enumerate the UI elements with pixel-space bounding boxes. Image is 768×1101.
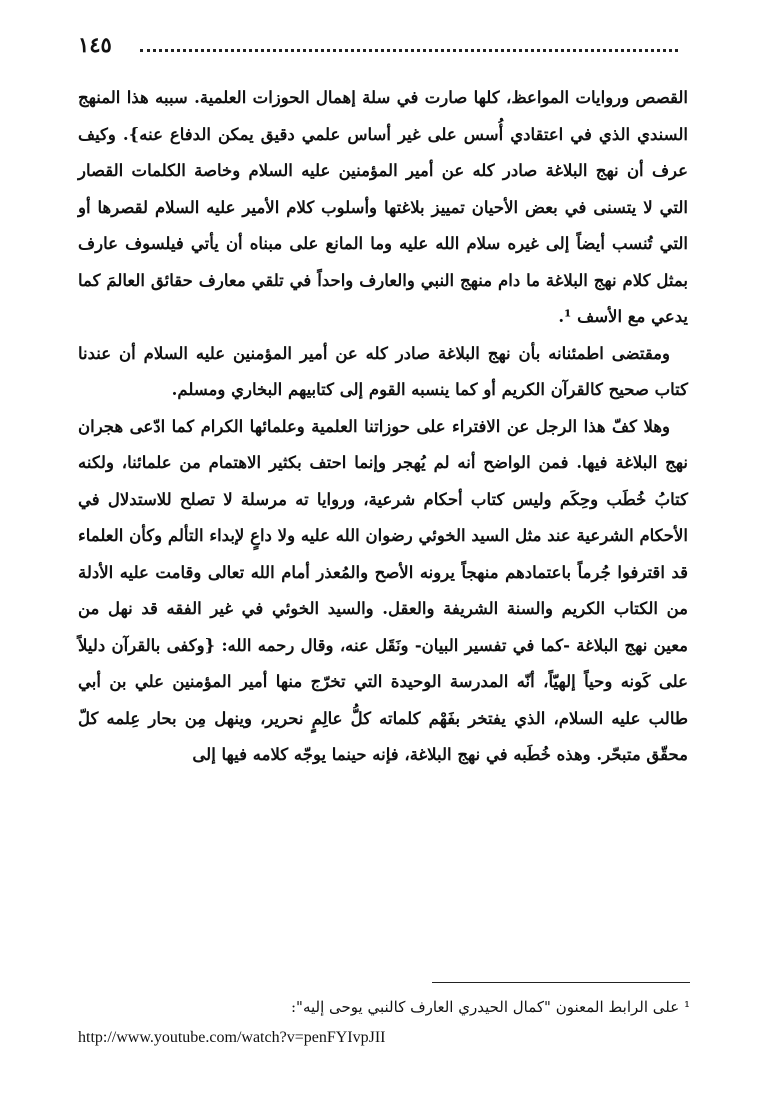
paragraph-2: ومقتضى اطمئنانه بأن نهج البلاغة صادر كله عن أمير المؤمنين عليه السلام أن عندنا كتاب صحيح كالقرآن الكريم أو كما ينسبه القوم إلى كتابيهم البخاري ومسلم. <box>78 343 688 399</box>
body-text <box>78 80 688 774</box>
footnote-separator <box>432 982 690 983</box>
paragraph-1: القصص وروايات المواعظ، كلها صارت في سلة إهمال الحوزات العلمية. سببه هذا المنهج السندي الذي في اعتقادي أُسس على غير أساس علمي دقيق يمكن الدفاع عنه}. وكيف عرف أن نهج البلاغة صادر كله عن أمير المؤمنين عليه السلام وخاصة الكلمات القصار التي لا يتسنى في بعض الأحيان تمييز بلاغتها وأسلوب كلام الأمير عليه السلام لقصرها أو التي تُنسب أيضاً إلى غيره سلام الله عليه وما المانع على مبناه أن يأتي فيلسوف عارف بمثل كلام نهج البلاغة ما دام منهج النبي والعارف واحداً في تلقي معارف حقائق العالمَ كما يدعي مع الأسف ¹. <box>78 88 688 326</box>
paragraph-3: وهلا كفّ هذا الرجل عن الافتراء على حوزاتنا العلمية وعلمائها الكرام كما ادّعى هجران نهج البلاغة فيها. فمن الواضح أنه لم يُهجر وإنما احتف بكثير الاهتمام من علمائنا، ولكنه كتابُ خُطَب وحِكَم وليس كتاب أحكام شرعية، وروايا ته مرسلة لا تصلح للاستدلال في الأحكام الشرعية عند مثل السيد الخوئي رضوان الله عليه ولا داعٍ لإبداء التألم وكأن العلماء قد اقترفوا جُرماً باعتمادهم منهجاً يرونه الأصح والمُعذر أمام الله تعالى وقامت عليه الأدلة من الكتاب الكريم والسنة الشريفة والعقل. والسيد الخوئي في غير الفقه قد نهل من معين نهج البلاغة -كما في تفسير البيان- ونَقَل عنه، وقال رحمه الله: {وكفى بالقرآن دليلاً على كَونه وحياً إلهيّاً، أنّه المدرسة الوحيدة التي تخرّج منها أمير المؤمنين علي بن أبي طالب عليه السلام، الذي يفتخر بفَهْم كلماته كلُّ عالِمٍ نحرير، وينهل مِن بحار عِلمه كلّ محقّق متبحّر. وهذه خُطَبه في نهج البلاغة، فإنه حينما يوجّه كلامه فيها إلى <box>78 416 688 764</box>
dotted-leader-line <box>140 49 678 52</box>
footnote-text: ¹ على الرابط المعنون "كمال الحيدري العارف كالنبي يوحى إليه": <box>291 998 690 1016</box>
page-number: ١٤٥ <box>78 32 112 57</box>
footnote-link[interactable]: http://www.youtube.com/watch?v=penFYIvpJII <box>78 1029 386 1046</box>
page-header <box>78 28 678 62</box>
